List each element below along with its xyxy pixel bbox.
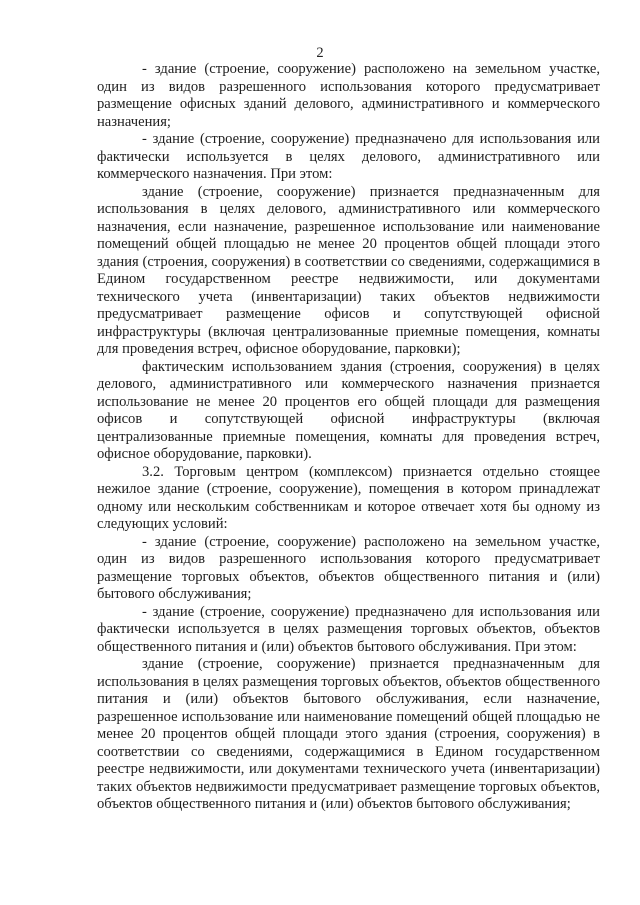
page-number: 2 <box>316 45 324 61</box>
paragraph-office-purpose: - здание (строение, сооружение) предназначено для использования или фактически используется в целях делового, административного или коммерческого назначения. При этом: <box>97 131 600 182</box>
document-body <box>97 61 600 814</box>
paragraph-trade-purpose: - здание (строение, сооружение) предназначено для использования или фактически используется в целях размещения торговых объектов, объектов общественного питания и (или) объектов бытового обслуживания. При этом: <box>97 603 600 655</box>
paragraph-land-plot-trade: - здание (строение, сооружение) расположено на земельном участке, один из видов разрешенного использования которого предусматривает размещение торговых объектов, объектов общественного питания и (или) бытового обслуживания; <box>97 533 600 602</box>
paragraph-trade-designation: здание (строение, сооружение) признается предназначенным для использования в целях размещения торговых объектов, объектов общественного питания и (или) объектов бытового обслуживания, если назначение, разрешенное использование или наименование помещений общей площадью не менее 20 процентов общей площади этого здания (строения, сооружения) в соответствии со сведениями, содержащимися в Едином государственном реестре недвижимости, или документами технического учета (инвентаризации) таких объектов недвижимости предусматривает размещение торговых объектов, объектов общественного питания и (или) объектов бытового обслуживания; <box>97 656 600 812</box>
paragraph-shopping-center-definition: 3.2. Торговым центром (комплексом) признается отдельно стоящее нежилое здание (строение, сооружение), помещения в котором принадлежат одному или нескольким собственникам и которое отвечает хотя бы одному из следующих условий: <box>97 463 600 532</box>
paragraph-office-actual-use: фактическим использованием здания (строения, сооружения) в целях делового, административного или коммерческого назначения признается использование не менее 20 процентов его общей площади для размещения офисов и сопутствующей офисной инфраструктуры (включая централизованные приемные помещения, комнаты для проведения встреч, офисное оборудование, парковки). <box>97 358 600 462</box>
paragraph-land-plot-office: - здание (строение, сооружение) расположено на земельном участке, один из видов разрешенного использования которого предусматривает размещение офисных зданий делового, административного и коммерческого назначения; <box>97 61 600 130</box>
paragraph-office-designation: здание (строение, сооружение) признается предназначенным для использования в целях делового, административного или коммерческого назначения, если назначение, разрешенное использование или наименование помещений общей площадью не менее 20 процентов общей площади этого здания (строения, сооружения) в соответствии со сведениями, содержащимися в Едином государственном реестре недвижимости, или документами технического учета (инвентаризации) таких объектов недвижимости предусматривает размещение офисов и сопутствующей офисной инфраструктуры (включая централизованные приемные помещения, комнаты для проведения встреч, офисное оборудование, парковки); <box>97 183 600 357</box>
